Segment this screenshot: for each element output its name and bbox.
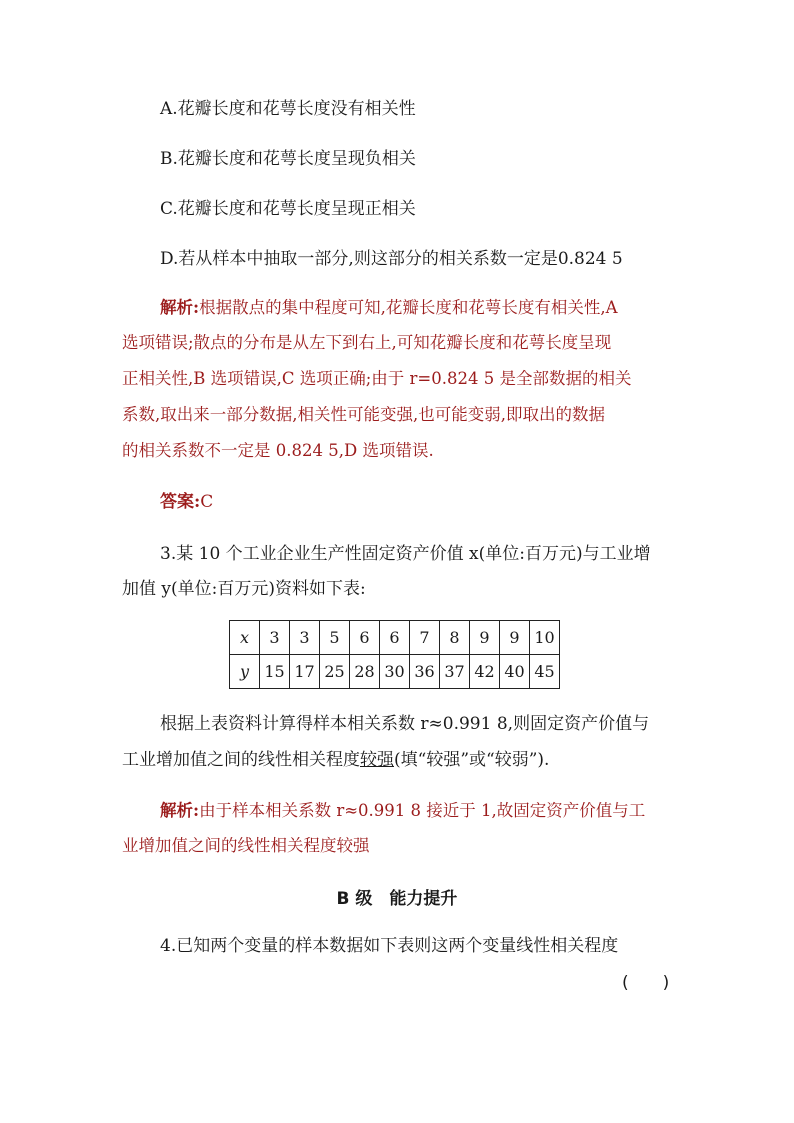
analysis-1-text-1: 根据散点的集中程度可知,花瓣长度和花萼长度有相关性,A [199,298,618,317]
table-cell: 25 [320,655,350,689]
table-header-y: y [230,655,260,689]
fill-in-answer: 较强 [360,750,394,770]
table-cell: 28 [350,655,380,689]
table-cell: 42 [470,655,500,689]
table-cell: 8 [440,621,470,655]
answer-1-value: C [200,492,214,512]
option-d: D.若从样本中抽取一部分,则这部分的相关系数一定是0.824 5 [160,249,623,269]
question-3-line-1: 3.某 10 个工业企业生产性固定资产价值 x(单位:百万元)与工业增 [160,544,651,564]
analysis-1-tag: 解析: [160,298,200,317]
table-cell: 6 [350,621,380,655]
table-cell: 9 [470,621,500,655]
table-cell: 15 [260,655,290,689]
analysis-1-line-5: 的相关系数不一定是 0.824 5,D 选项错误. [122,441,434,460]
option-c: C.花瓣长度和花萼长度呈现正相关 [160,199,416,219]
table-row-x [230,621,560,655]
table-cell: 9 [500,621,530,655]
data-table [229,620,560,689]
option-a: A.花瓣长度和花萼长度没有相关性 [160,99,416,119]
answer-1 [160,490,213,514]
table-cell: 7 [410,621,440,655]
analysis-1-line-1 [160,296,618,320]
section-title: B 级 能力提升 [336,889,458,909]
question-4-line-1: 4.已知两个变量的样本数据如下表则这两个变量线性相关程度 [160,936,619,956]
analysis-2-text-1: 由于样本相关系数 r≈0.991 8 接近于 1,故固定资产价值与工 [199,801,646,820]
question-3-line-2: 加值 y(单位:百万元)资料如下表: [122,579,366,599]
table-cell: 37 [440,655,470,689]
table-header-x: x [230,621,260,655]
table-cell: 40 [500,655,530,689]
question-3-cont-line-2 [122,748,549,772]
analysis-2-line-2: 业增加值之间的线性相关程度较强 [122,836,370,855]
table-cell: 3 [290,621,320,655]
table-cell: 10 [530,621,560,655]
analysis-1-line-2: 选项错误;散点的分布是从左下到右上,可知花瓣长度和花萼长度呈现 [122,333,612,352]
question-3-cont-line-1: 根据上表资料计算得样本相关系数 r≈0.991 8,则固定资产价值与 [160,714,650,734]
analysis-1-line-3: 正相关性,B 选项错误,C 选项正确;由于 r=0.824 5 是全部数据的相关 [122,369,632,388]
answer-1-tag: 答案: [160,492,201,512]
analysis-2-tag: 解析: [160,801,200,820]
answer-paren: ( ) [622,973,670,993]
table-cell: 3 [260,621,290,655]
table-cell: 17 [290,655,320,689]
table-cell: 6 [380,621,410,655]
table-row-y [230,655,560,689]
analysis-2-line-1 [160,799,645,823]
table-cell: 45 [530,655,560,689]
question-3-cont-post: (填“较强”或“较弱”). [394,750,550,770]
analysis-1-line-4: 系数,取出来一部分数据,相关性可能变强,也可能变弱,即取出的数据 [122,405,605,424]
table-cell: 36 [410,655,440,689]
table-cell: 5 [320,621,350,655]
question-3-cont-pre: 工业增加值之间的线性相关程度 [122,750,360,770]
table-cell: 30 [380,655,410,689]
option-b: B.花瓣长度和花萼长度呈现负相关 [160,149,416,169]
